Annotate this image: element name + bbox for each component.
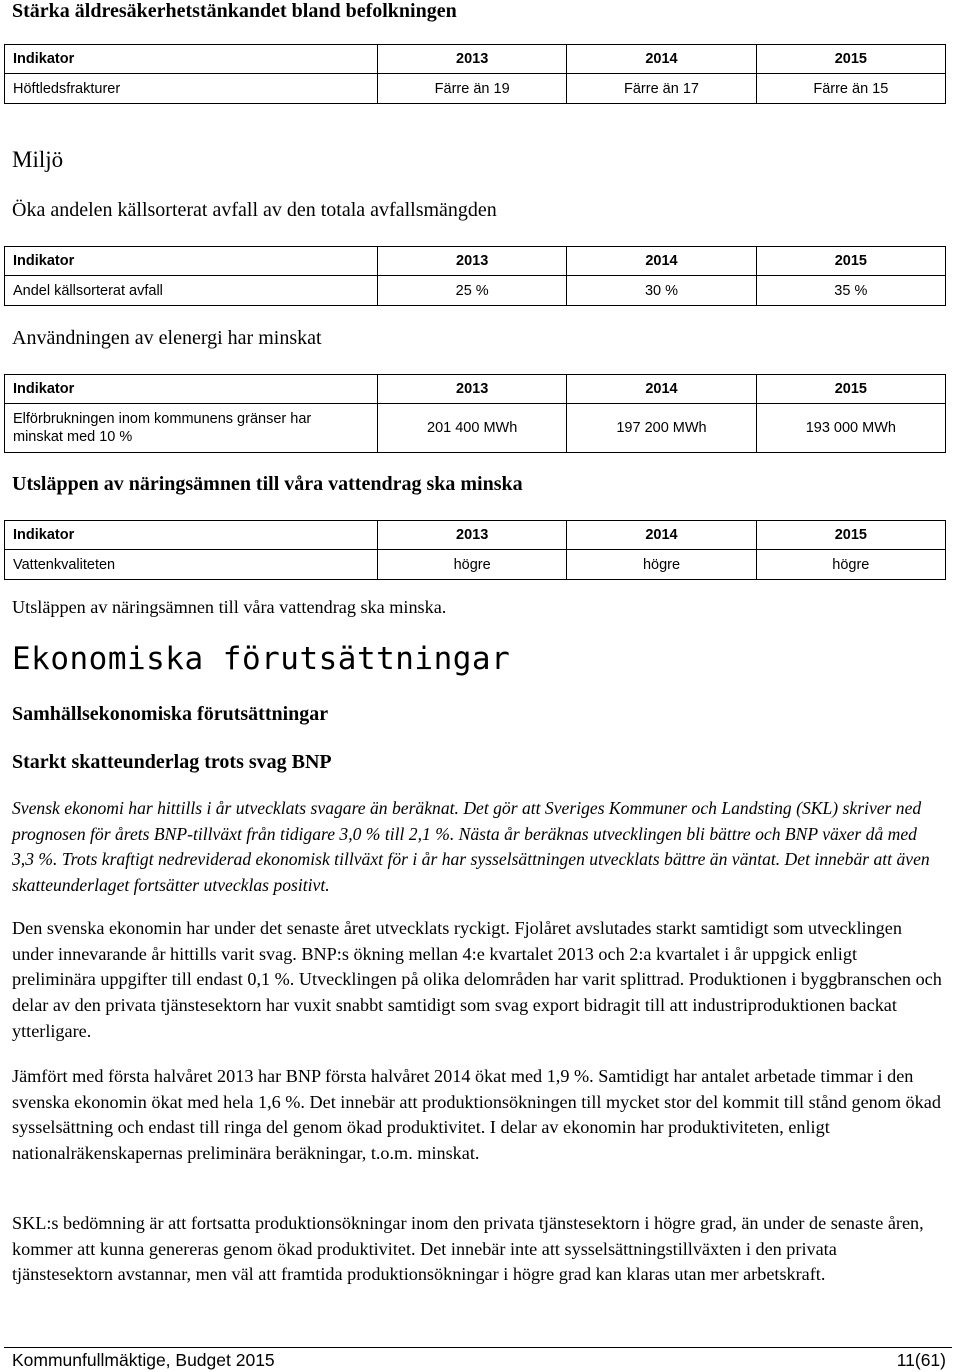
paragraph-naring: Utsläppen av näringsämnen till våra vattendrag ska minska. xyxy=(12,597,447,617)
header-cell: 2013 xyxy=(378,375,567,404)
cell-value: högre xyxy=(378,550,567,580)
header-cell: 2014 xyxy=(567,45,756,74)
cell-value: 35 % xyxy=(756,276,945,306)
heading-ekonomiska: Ekonomiska förutsättningar xyxy=(12,641,511,677)
heading-samhallsekonomiska: Samhällsekonomiska förutsättningar xyxy=(12,703,329,725)
cell-value: Färre än 17 xyxy=(567,74,756,104)
table-header-row xyxy=(5,45,946,74)
footer-title: Kommunfullmäktige, Budget 2015 xyxy=(12,1350,275,1370)
heading-naring: Utsläppen av näringsämnen till våra vattendrag ska minska xyxy=(12,473,523,495)
cell-value: högre xyxy=(756,550,945,580)
cell-value: 25 % xyxy=(378,276,567,306)
row-label-line1: Elförbrukningen inom kommunens gränser har xyxy=(13,411,312,427)
header-cell: Indikator xyxy=(5,521,378,550)
footer-divider xyxy=(4,1347,952,1348)
header-cell: 2015 xyxy=(756,45,945,74)
table-header-row xyxy=(5,521,946,550)
table-hoftled xyxy=(4,44,946,104)
header-cell: 2015 xyxy=(756,521,945,550)
header-cell: 2014 xyxy=(567,247,756,276)
cell-value: 201 400 MWh xyxy=(378,404,567,453)
header-cell: Indikator xyxy=(5,247,378,276)
cell-value: 30 % xyxy=(567,276,756,306)
heading-aldresakerhet: Stärka äldresäkerhetstänkandet bland befolkningen xyxy=(12,0,457,22)
heading-elenergi: Användningen av elenergi har minskat xyxy=(12,327,322,349)
paragraph-2: Jämfört med första halvåret 2013 har BNP första halvåret 2014 ökat med 1,9 %. Samtidigt har antalet arbetade timmar i den svenska ekonomin ökat med hela 1,6 %. Det innebär att produktionsökningen till mycket stor del kommit till stånd genom ökad sysselsättning och endast till ringa del genom ökad produktivitet. I delar av ekonomin har produktiviteten, enligt nationalräkenskapernas preliminära beräkningar, t.o.m. minskat. xyxy=(12,1066,941,1164)
header-cell: Indikator xyxy=(5,45,378,74)
table-avfall xyxy=(4,246,946,306)
row-label: Andel källsorterat avfall xyxy=(5,276,378,306)
page-number: 11(61) xyxy=(896,1350,946,1370)
header-cell: 2014 xyxy=(567,521,756,550)
cell-value: högre xyxy=(567,550,756,580)
paragraph-1: Den svenska ekonomin har under det senaste året utvecklats ryckigt. Fjolåret avslutades starkt samtidigt som utvecklingen under innevarande år hittills varit svag. BNP:s ökning mellan 4:e kvartalet 2013 och 2:a kvartalet i år uppgick enligt preliminära uppgifter till endast 0,1 %. Utvecklingen på olika delområden har varit splittrad. Produktionen i byggbranschen och delar av den privata tjänstesektorn har vuxit snabbt samtidigt som svag export bidragit till att industriproduktionen backat ytterligare. xyxy=(12,918,942,1041)
header-cell: 2013 xyxy=(378,45,567,74)
row-label: Vattenkvaliteten xyxy=(5,550,378,580)
cell-value: 197 200 MWh xyxy=(567,404,756,453)
table-row xyxy=(5,276,946,306)
table-vattenkvalitet xyxy=(4,520,946,580)
row-label xyxy=(5,404,378,453)
cell-value: Färre än 19 xyxy=(378,74,567,104)
paragraph-3: SKL:s bedömning är att fortsatta produktionsökningar inom den privata tjänstesektorn i högre grad, än under de senaste åren, kommer att kunna genereras genom ökad produktivitet. Det innebär inte att sysselsättningstillväxten i den privata tjänstesektorn avstannar, men väl att framtida produktionsökningar i högre grad kan klaras utan mer arbetskraft. xyxy=(12,1213,924,1285)
paragraph-ingress: Svensk ekonomi har hittills i år utvecklats svagare än beräknat. Det gör att Sveriges Kommuner och Landsting (SKL) skriver ned prognosen för årets BNP-tillväxt från tidigare 3,0 % till 2,1 %. Nästa år beräknas utvecklingen bli bättre och BNP växer då med 3,3 %. Trots kraftigt nedreviderad ekonomisk tillväxt för i år har sysselsättningen utvecklats bättre än väntat. Det innebär att även skatteunderlaget fortsätter utvecklas positivt. xyxy=(12,798,930,895)
section-miljo: Miljö xyxy=(12,147,64,172)
header-cell: 2015 xyxy=(756,375,945,404)
heading-avfall: Öka andelen källsorterat avfall av den totala avfallsmängden xyxy=(12,199,497,221)
heading-skatteunderlag: Starkt skatteunderlag trots svag BNP xyxy=(12,751,332,773)
header-cell: 2013 xyxy=(378,247,567,276)
table-row xyxy=(5,404,946,453)
cell-value: 193 000 MWh xyxy=(756,404,945,453)
table-elenergi xyxy=(4,374,946,453)
row-label: Höftledsfrakturer xyxy=(5,74,378,104)
header-cell: 2014 xyxy=(567,375,756,404)
header-cell: 2013 xyxy=(378,521,567,550)
table-row xyxy=(5,550,946,580)
header-cell: Indikator xyxy=(5,375,378,404)
header-cell: 2015 xyxy=(756,247,945,276)
table-header-row xyxy=(5,375,946,404)
row-label-line2: minskat med 10 % xyxy=(13,429,133,445)
cell-value: Färre än 15 xyxy=(756,74,945,104)
table-header-row xyxy=(5,247,946,276)
table-row xyxy=(5,74,946,104)
